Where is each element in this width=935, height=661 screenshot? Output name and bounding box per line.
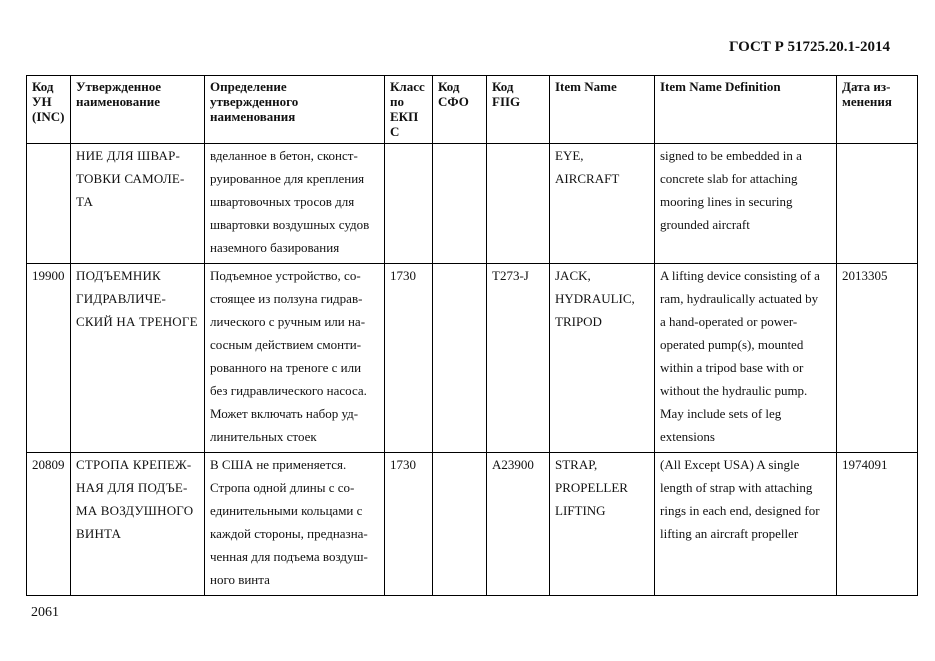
- specification-table: [26, 75, 918, 596]
- column-header-class: Класс по ЕКП С: [385, 76, 433, 144]
- column-header-item-name: Item Name: [550, 76, 655, 144]
- inc-cell: 19900: [27, 264, 71, 453]
- inc-cell: 20809: [27, 453, 71, 596]
- table-row: [27, 264, 918, 453]
- column-header-approved-name: Утвержденное наименование: [71, 76, 205, 144]
- table-row: [27, 453, 918, 596]
- column-header-change-date: Дата из- менения: [837, 76, 918, 144]
- inc-cell: [27, 144, 71, 264]
- table-header-row: [27, 76, 918, 144]
- column-header-definition: Определение утвержденного наименования: [205, 76, 385, 144]
- fiig-cell: A23900: [487, 453, 550, 596]
- definition-cell: вделанное в бетон, сконст- руированное для крепления швартовочных тросов для швартовки воздушных судов наземного базирования: [205, 144, 385, 264]
- item-definition-cell: (All Except USA) A single length of strap with attaching rings in each end, designed for lifting an aircraft propeller: [655, 453, 837, 596]
- change-date-cell: [837, 144, 918, 264]
- change-date-cell: 2013305: [837, 264, 918, 453]
- class-cell: 1730: [385, 264, 433, 453]
- fiig-cell: T273-J: [487, 264, 550, 453]
- item-definition-cell: signed to be embedded in a concrete slab for attaching mooring lines in securing grounded aircraft: [655, 144, 837, 264]
- column-header-item-name-definition: Item Name Definition: [655, 76, 837, 144]
- approved-name-cell: СТРОПА КРЕПЕЖ- НАЯ ДЛЯ ПОДЪЕ- МА ВОЗДУШНОГО ВИНТА: [71, 453, 205, 596]
- table-row: [27, 144, 918, 264]
- approved-name-cell: ПОДЪЕМНИК ГИДРАВЛИЧЕ- СКИЙ НА ТРЕНОГЕ: [71, 264, 205, 453]
- column-header-sfo: Код СФО: [433, 76, 487, 144]
- item-name-cell: JACK, HYDRAULIC, TRIPOD: [550, 264, 655, 453]
- change-date-cell: 1974091: [837, 453, 918, 596]
- definition-cell: Подъемное устройство, со- стоящее из ползуна гидрав- лического с ручным или на- сосным действием смонти- рованного на треноге с или без гидравлического насоса. Может включать набор уд- линительных стоек: [205, 264, 385, 453]
- sfo-cell: [433, 144, 487, 264]
- class-cell: [385, 144, 433, 264]
- document-code: ГОСТ Р 51725.20.1-2014: [728, 39, 890, 55]
- item-definition-cell: A lifting device consisting of a ram, hydraulically actuated by a hand-operated or power- operated pump(s), mounted within a tripod base with or without the hydraulic pump. May include sets of leg extensions: [655, 264, 837, 453]
- item-name-cell: EYE, AIRCRAFT: [550, 144, 655, 264]
- item-name-cell: STRAP, PROPELLER LIFTING: [550, 453, 655, 596]
- column-header-fiig: Код FIIG: [487, 76, 550, 144]
- fiig-cell: [487, 144, 550, 264]
- page-number: 2061: [31, 605, 59, 620]
- column-header-inc: Код УН (INC): [27, 76, 71, 144]
- sfo-cell: [433, 453, 487, 596]
- class-cell: 1730: [385, 453, 433, 596]
- sfo-cell: [433, 264, 487, 453]
- approved-name-cell: НИЕ ДЛЯ ШВАР- ТОВКИ САМОЛЕ- ТА: [71, 144, 205, 264]
- definition-cell: В США не применяется. Стропа одной длины с со- единительными кольцами с каждой стороны, предназна- ченная для подъема воздуш- ного винта: [205, 453, 385, 596]
